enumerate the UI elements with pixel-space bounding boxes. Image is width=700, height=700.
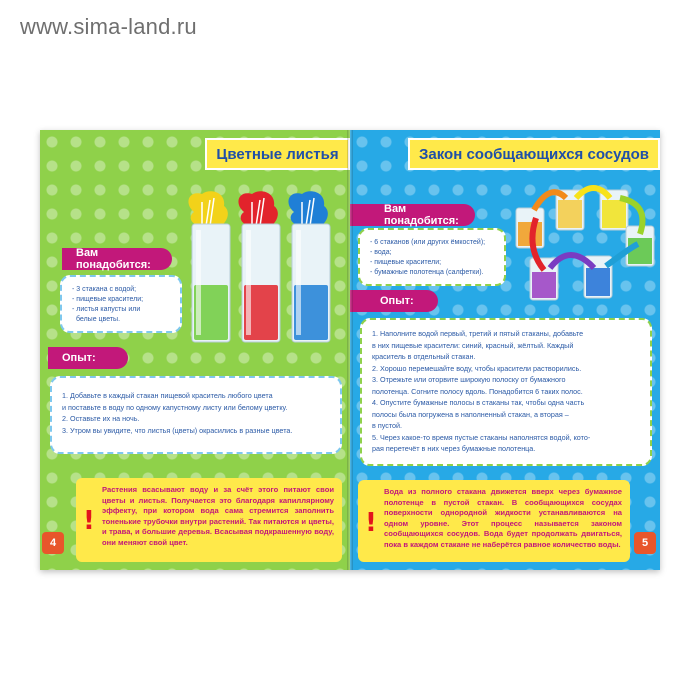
list-item: 2. Хорошо перемешайте воду, чтобы красители растворились. (372, 363, 582, 373)
site-watermark: www.sima-land.ru (20, 14, 197, 39)
open-book (40, 130, 660, 570)
left-page-number: 4 (42, 532, 64, 554)
left-page-title: Цветные листья (205, 138, 350, 170)
exclamation-icon: ! (83, 506, 95, 536)
right-page-number: 5 (634, 532, 656, 554)
list-item: в них пищевые красители: синий, красный, жёлтый. Каждый (372, 340, 574, 350)
colored-cabbage-glasses-illustration (180, 190, 350, 355)
left-page (40, 130, 350, 570)
right-steps-box (360, 318, 652, 466)
list-item: полотенца. Согните полосу вдоль. Понадобится 6 таких полос. (372, 386, 583, 396)
left-tip-text: Растения всасывают воду и за счёт этого питают свои цветы и листья. Получается это благодаря капиллярному эффекту, при котором вода сама стремится заполнить тоненькие трубочки внутри растений. Так питаются и цветы, и трава, и большие деревья. Всасывая подкрашенную воду, они меняют свой цвет. (102, 485, 334, 547)
right-needs-label: Вам понадобится: (350, 204, 475, 226)
list-item: - листья капусты или (72, 306, 141, 313)
list-item: белые цветы. (76, 316, 121, 323)
right-tip-box (358, 480, 630, 562)
blue-glass (288, 191, 330, 342)
left-tip-box (76, 478, 342, 562)
list-item: 1. Наполните водой первый, третий и пятый стаканы, добавьте (372, 329, 584, 338)
right-needs-list (370, 238, 494, 278)
list-item: 3. Отрежьте или оторвите широкую полоску от бумажного (372, 375, 566, 384)
list-item: - бумажные полотенца (салфетки). (370, 269, 484, 276)
list-item: 5. Через какое-то время пустые стаканы наполнятся водой, кото- (372, 432, 591, 442)
book-spine (347, 130, 353, 570)
list-item: - пищевые красители; (72, 296, 144, 303)
list-item: - 3 стакана с водой; (72, 286, 137, 293)
communicating-vessels-illustration (510, 178, 660, 308)
left-steps-list (62, 390, 330, 436)
list-item: и поставьте в воду по одному капустному листу или белому цветку. (62, 402, 288, 412)
list-item: полосы была погружена в наполненный стакан, а вторая – (372, 409, 569, 419)
red-glass (238, 191, 280, 342)
left-needs-label: Вам понадобится: (62, 248, 172, 270)
list-item: 2. Оставьте их на ночь. (62, 414, 140, 423)
list-item: - пищевые красители; (370, 259, 442, 266)
right-needs-box (358, 228, 506, 286)
list-item: в пустой. (372, 421, 403, 430)
left-experiment-label: Опыт: (48, 347, 128, 369)
right-page-title: Закон сообщающихся сосудов (408, 138, 660, 170)
list-item: 1. Добавьте в каждый стакан пищевой краситель любого цвета (62, 391, 273, 400)
right-page (350, 130, 660, 570)
list-item: 3. Утром вы увидите, что листья (цветы) окрасились в разные цвета. (62, 425, 293, 435)
exclamation-icon: ! (365, 508, 377, 538)
left-needs-box (60, 275, 182, 333)
list-item: рая перетечёт в них через бумажные полотенца. (372, 444, 536, 453)
left-steps-box (50, 376, 342, 454)
list-item: - вода; (370, 249, 392, 256)
yellow-glass (188, 191, 230, 342)
list-item: - 6 стаканов (или других ёмкостей); (370, 239, 486, 246)
right-tip-text: Вода из полного стакана движется вверх через бумажное полотенце в пустой стакан. В сообщающихся сосудах поверхности однородной жидкости устанавливаются на одном уровне. Этот процесс называется законом сообщающихся сосудов. Вода будет продолжать двигаться, пока в каждом стакане не наберётся равное количество воды. (384, 487, 622, 549)
right-steps-list (372, 328, 640, 455)
right-experiment-label: Опыт: (350, 290, 438, 312)
left-needs-list (72, 285, 170, 325)
list-item: краситель в отдельный стакан. (372, 352, 476, 361)
list-item: 4. Опустите бумажные полосы в стаканы так, чтобы одна часть (372, 398, 585, 407)
